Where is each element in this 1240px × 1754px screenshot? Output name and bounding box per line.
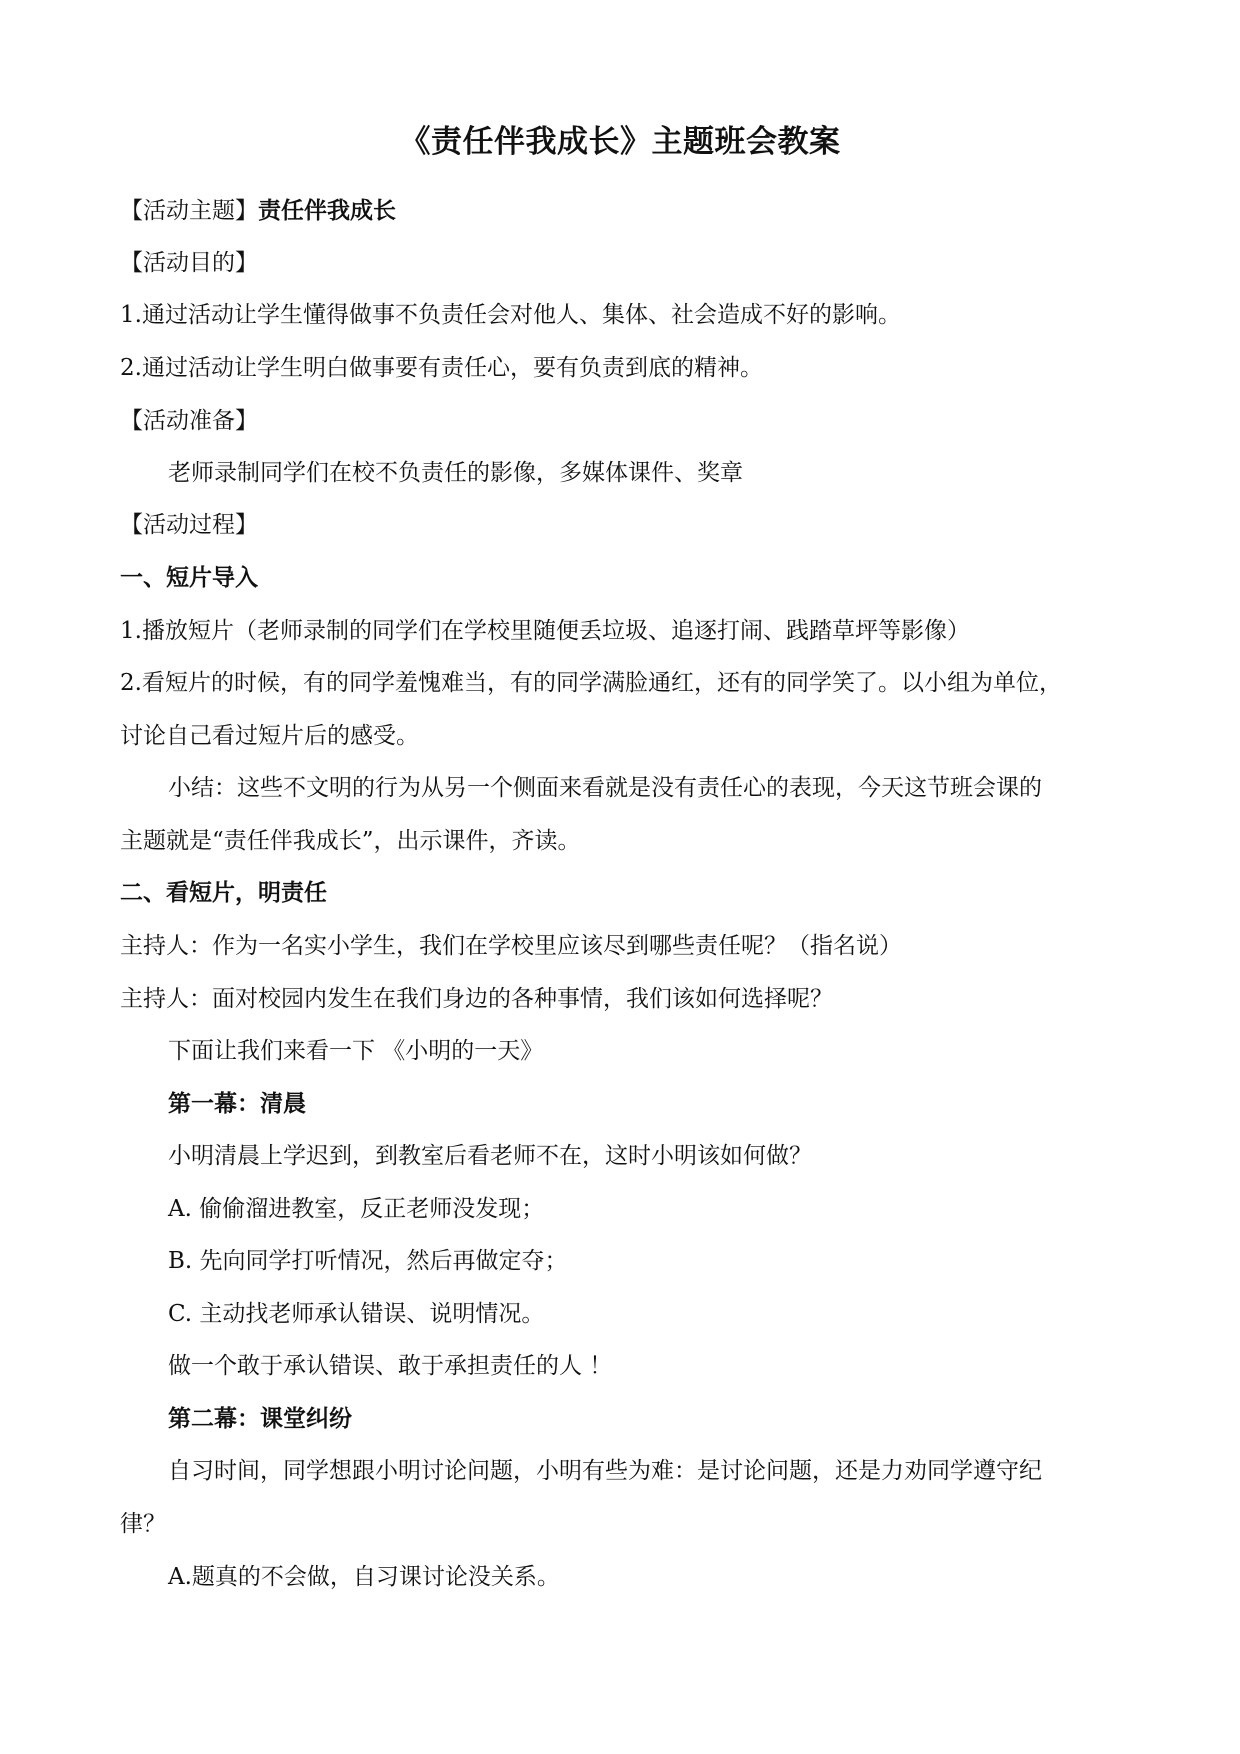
theme-value: 责任伴我成长 [258,197,396,224]
act1-option-b: B. 先向同学打听情况，然后再做定夺； [168,1248,568,1274]
document-title: 《责任伴我成长》主题班会教案 [399,124,841,160]
section1-summary-line1: 小结：这些不文明的行为从另一个侧面来看就是没有责任心的表现，今天这节班会课的 [168,775,1042,801]
section1-summary-line2: 主题就是“责任伴我成长”，出示课件，齐读。 [120,828,581,854]
theme-label: 【活动主题】 [120,198,258,224]
preparation-heading: 【活动准备】 [120,408,258,434]
section2-host1: 主持人：作为一名实小学生，我们在学校里应该尽到哪些责任呢？（指名说） [120,933,902,959]
preparation-text: 老师录制同学们在校不负责任的影像，多媒体课件、奖章 [168,460,743,486]
act2-question-line2: 律？ [120,1511,166,1537]
purpose-heading: 【活动目的】 [120,250,258,276]
act2-option-a: A.题真的不会做，自习课讨论没关系。 [168,1564,560,1590]
act2-question-line1: 自习时间，同学想跟小明讨论问题，小明有些为难：是讨论问题，还是力劝同学遵守纪 [168,1458,1042,1484]
section2-intro: 下面让我们来看一下 《小明的一天》 [168,1038,544,1064]
section2-host2: 主持人：面对校园内发生在我们身边的各种事情，我们该如何选择呢？ [120,986,833,1012]
section1-heading: 一、短片导入 [120,564,258,591]
section1-item2-line1: 2.看短片的时候，有的同学羞愧难当，有的同学满脸通红，还有的同学笑了。以小组为单位， [120,670,1062,696]
act1-option-c: C. 主动找老师承认错误、说明情况。 [168,1301,545,1327]
section1-item1: 1.播放短片（老师录制的同学们在学校里随便丢垃圾、追逐打闹、践踏草坪等影像） [120,618,970,644]
section2-heading: 二、看短片，明责任 [120,879,327,906]
section1-item2-line2: 讨论自己看过短片后的感受。 [120,723,419,749]
process-heading: 【活动过程】 [120,512,258,538]
act1-heading: 第一幕：清晨 [168,1090,306,1117]
theme-line [120,196,396,226]
purpose-item-1: 1.通过活动让学生懂得做事不负责任会对他人、集体、社会造成不好的影响。 [120,302,901,328]
purpose-item-2: 2.通过活动让学生明白做事要有责任心，要有负责到底的精神。 [120,355,763,381]
act1-option-a: A. 偷偷溜进教室，反正老师没发现； [168,1196,545,1222]
act1-question: 小明清晨上学迟到，到教室后看老师不在，这时小明该如何做？ [168,1143,812,1169]
act1-conclusion: 做一个敢于承认错误、敢于承担责任的人 ！ [168,1353,613,1379]
act2-heading: 第二幕：课堂纠纷 [168,1405,352,1432]
